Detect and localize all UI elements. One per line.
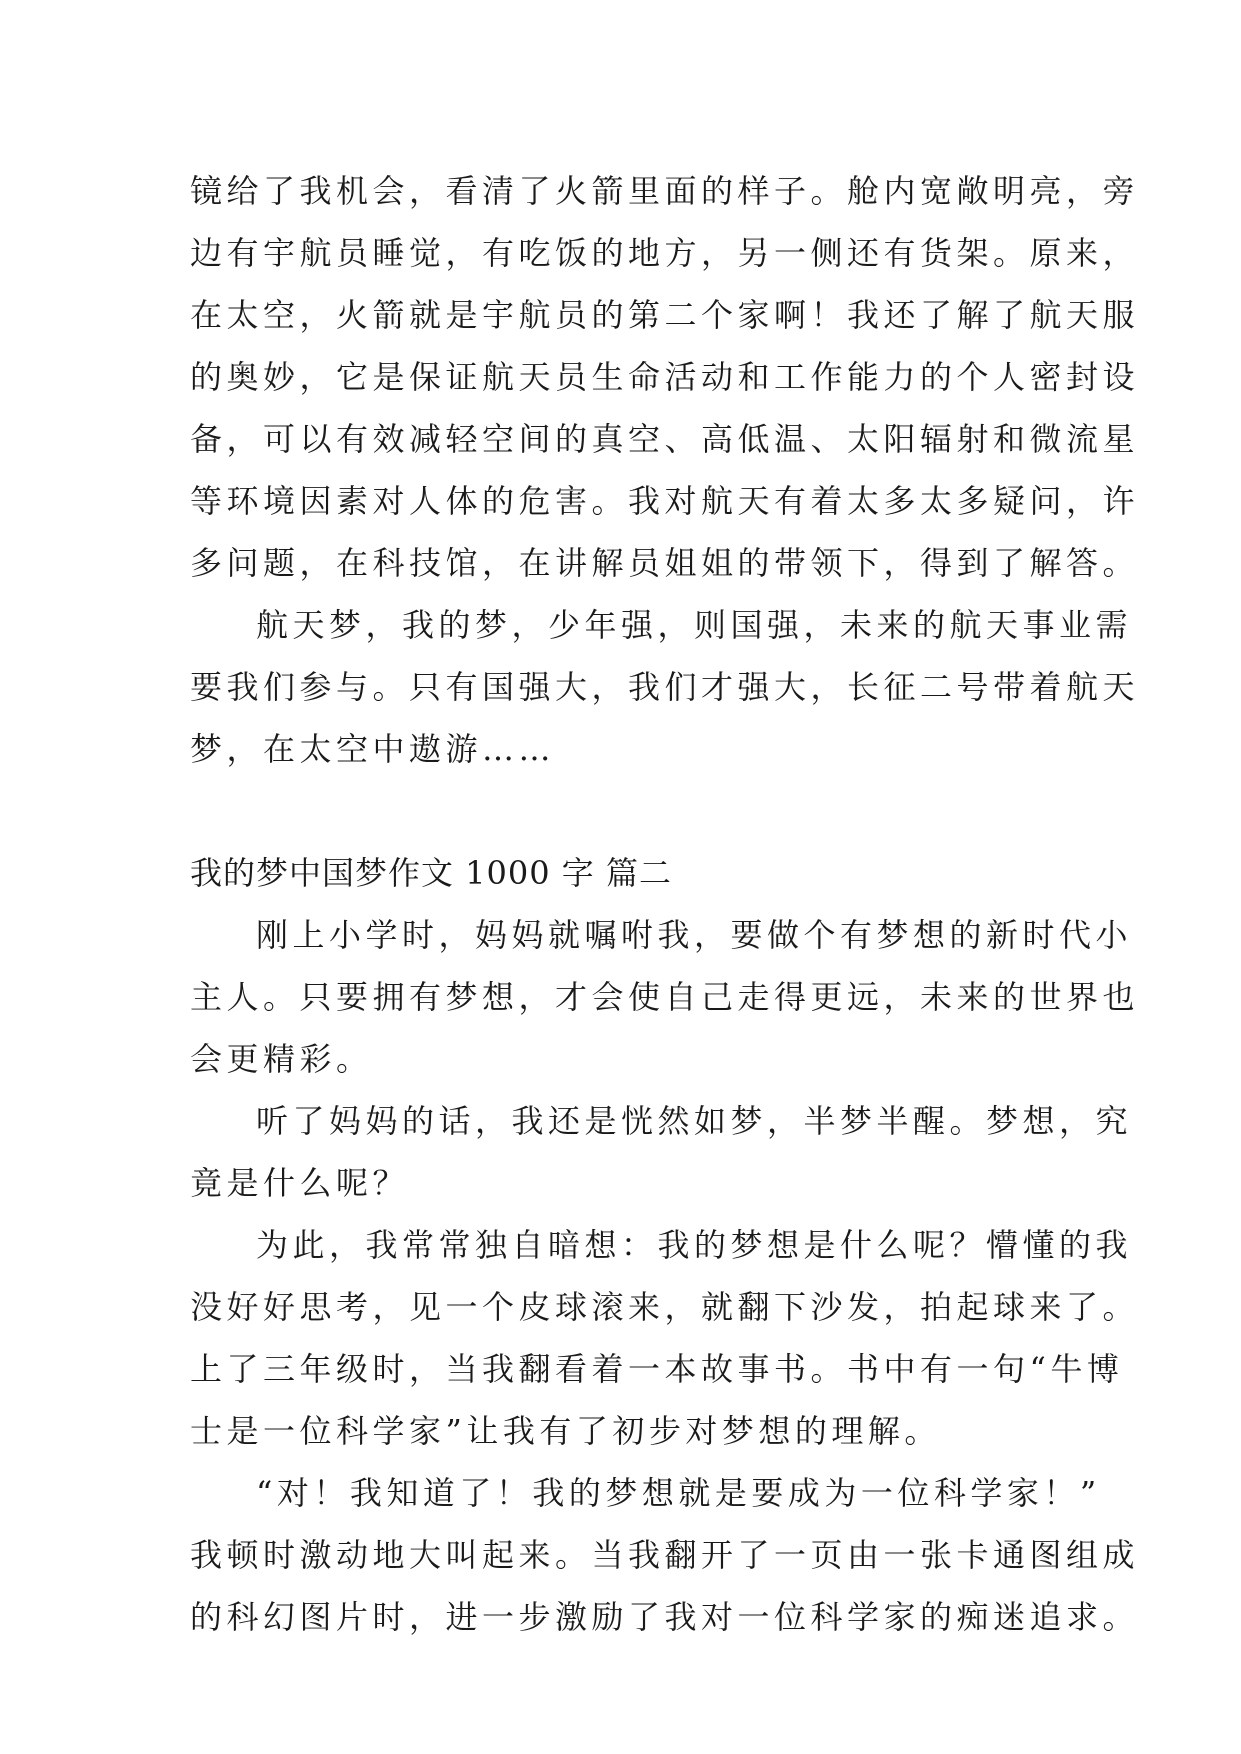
text-line: 要我们参与。只有国强大，我们才强大，长征二号带着航天	[190, 668, 1140, 706]
text-line: 听了妈妈的话，我还是恍然如梦，半梦半醒。梦想，究	[256, 1102, 1133, 1140]
text-line: 士是一位科学家”让我有了初步对梦想的理解。	[190, 1412, 941, 1450]
paragraph	[190, 904, 1140, 1090]
text-line: 梦，在太空中遨游……	[190, 730, 556, 768]
section-one	[190, 160, 1140, 780]
text-line: 主人。只要拥有梦想，才会使自己走得更远，未来的世界也	[190, 978, 1140, 1016]
text-line: 刚上小学时，妈妈就嘱咐我，要做个有梦想的新时代小	[256, 916, 1133, 954]
paragraph	[190, 594, 1140, 780]
section-spacer	[190, 780, 1070, 842]
text-line: “对！我知道了！我的梦想就是要成为一位科学家！”	[256, 1474, 1101, 1512]
text-line: 的科幻图片时，进一步激励了我对一位科学家的痴迷追求。	[190, 1598, 1140, 1636]
text-line: 会更精彩。	[190, 1040, 373, 1078]
text-line: 等环境因素对人体的危害。我对航天有着太多太多疑问，许	[190, 482, 1140, 520]
text-line: 上了三年级时，当我翻看着一本故事书。书中有一句“牛博	[190, 1350, 1124, 1388]
section-heading: 我的梦中国梦作文 1000 字 篇二	[190, 854, 672, 892]
paragraph	[190, 1462, 1140, 1648]
paragraph	[190, 160, 1140, 594]
text-line: 在太空，火箭就是宇航员的第二个家啊！我还了解了航天服	[190, 296, 1140, 334]
section-two	[190, 904, 1140, 1648]
text-line: 的奥妙，它是保证航天员生命活动和工作能力的个人密封设	[190, 358, 1140, 396]
text-line: 竟是什么呢？	[190, 1164, 410, 1202]
paragraph	[190, 1090, 1133, 1214]
text-line: 为此，我常常独自暗想：我的梦想是什么呢？懵懂的我	[256, 1226, 1133, 1264]
text-line: 边有宇航员睡觉，有吃饭的地方，另一侧还有货架。原来，	[190, 234, 1140, 272]
paragraph	[190, 1214, 1140, 1462]
text-line: 没好好思考，见一个皮球滚来，就翻下沙发，拍起球来了。	[190, 1288, 1140, 1326]
text-line: 镜给了我机会，看清了火箭里面的样子。舱内宽敞明亮，旁	[190, 172, 1140, 210]
document-page	[190, 160, 1140, 1648]
text-line: 我顿时激动地大叫起来。当我翻开了一页由一张卡通图组成	[190, 1536, 1140, 1574]
text-line: 航天梦，我的梦，少年强，则国强，未来的航天事业需	[256, 606, 1133, 644]
text-line: 多问题，在科技馆，在讲解员姐姐的带领下，得到了解答。	[190, 544, 1140, 582]
text-line: 备，可以有效减轻空间的真空、高低温、太阳辐射和微流星	[190, 420, 1140, 458]
